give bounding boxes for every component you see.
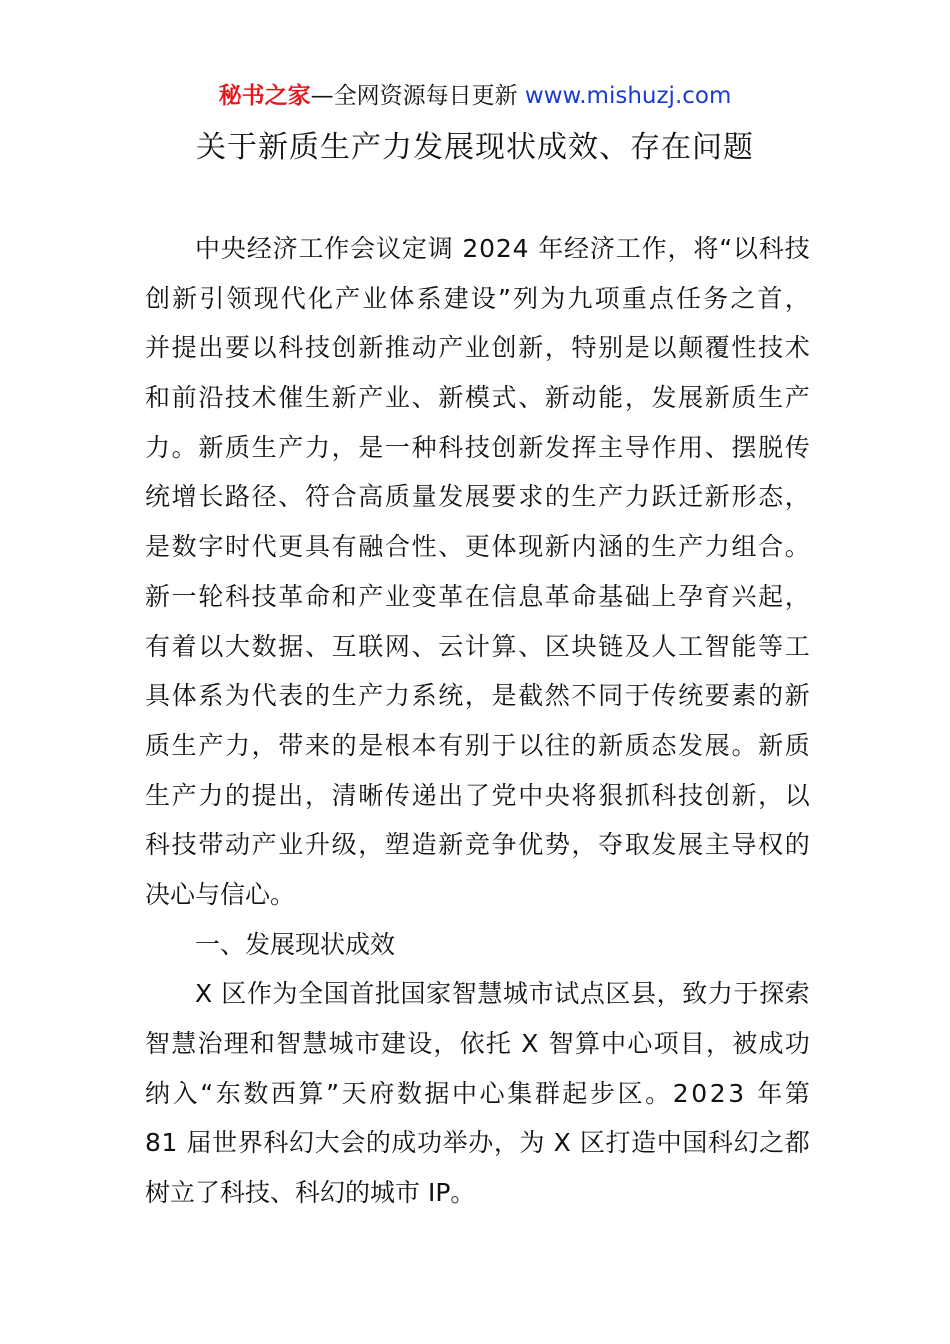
text-line: 纳 入 “ 东 数 西 算 ” 天 府 数 据 中 心 集 群 起 步 区 。 2 0 2 3 年 第 [145,1078,810,1108]
text-line: 中 央 经 济 工 作 会 议 定 调 2 0 2 4 年 经 济 工 作 ， 将 “ 以 科 技 [195,234,810,263]
text-line: 新 一 轮 科 技 革 命 和 产 业 变 革 在 信 息 革 命 基 础 上 孕 育 兴 起 ， [145,581,810,611]
document-body [145,224,810,1218]
text-line: 质 生 产 力 ， 带 来 的 是 根 本 有 别 于 以 往 的 新 质 态 发 展 。 新 质 [145,730,810,760]
text-line: 统 增 长 路 径 、 符 合 高 质 量 发 展 要 求 的 生 产 力 跃 迁 新 形 态 ， [145,482,810,512]
text-line: 力 。 新 质 生 产 力 ， 是 一 种 科 技 创 新 发 挥 主 导 作 用 、 摆 脱 传 [145,432,810,462]
paragraph-status [145,969,810,1217]
text-line: 并 提 出 要 以 科 技 创 新 推 动 产 业 创 新 ， 特 别 是 以 颠 覆 性 技 术 [145,333,810,363]
text-line: X 区 作 为 全 国 首 批 国 家 智 慧 城 市 试 点 区 县 ， 致 力 于 探 索 [195,979,810,1009]
section-heading-1 [145,920,810,970]
document-title: 关于新质生产力发展现状成效、存在问题 [196,130,754,165]
site-tagline: —全网资源每日更新 [310,83,525,109]
paragraph-intro [145,224,810,920]
site-header [0,80,950,112]
text-line: 生 产 力 的 提 出 ， 清 晰 传 递 出 了 党 中 央 将 狠 抓 科 技 创 新 ， 以 [145,780,810,810]
text-line: 科 技 带 动 产 业 升 级 ， 塑 造 新 竞 争 优 势 ， 夺 取 发 展 主 导 权 的 [145,830,810,860]
text-line: 智 慧 治 理 和 智 慧 城 市 建 设 ， 依 托 X 智 算 中 心 项 目 ， 被 成 功 [145,1029,810,1058]
text-line: 创 新 引 领 现 代 化 产 业 体 系 建 设 ” 列 为 九 项 重 点 任 务 之 首 ， [145,283,810,313]
site-url-link[interactable]: www.mishuzj.com [524,83,732,109]
text-line: 和 前 沿 技 术 催 生 新 产 业 、 新 模 式 、 新 动 能 ， 发 展 新 质 生 产 [145,383,810,413]
site-brand: 秘书之家 [218,83,311,109]
text-line: 树立了科技、科幻的城市 IP。 [145,1178,476,1208]
text-line: 决心与信心。 [145,879,296,909]
text-line: 是 数 字 时 代 更 具 有 融 合 性 、 更 体 现 新 内 涵 的 生 产 力 组 合 。 [145,532,810,562]
text-line: 有 着 以 大 数 据 、 互 联 网 、 云 计 算 、 区 块 链 及 人 工 智 能 等 工 [145,631,810,661]
text-line: 具 体 系 为 代 表 的 生 产 力 系 统 ， 是 截 然 不 同 于 传 统 要 素 的 新 [145,681,810,711]
text-line: 8 1 届 世 界 科 幻 大 会 的 成 功 举 办 ， 为 X 区 打 造 中 国 科 幻 之 都 [145,1128,810,1158]
section-heading-text: 一、发展现状成效 [195,929,396,959]
